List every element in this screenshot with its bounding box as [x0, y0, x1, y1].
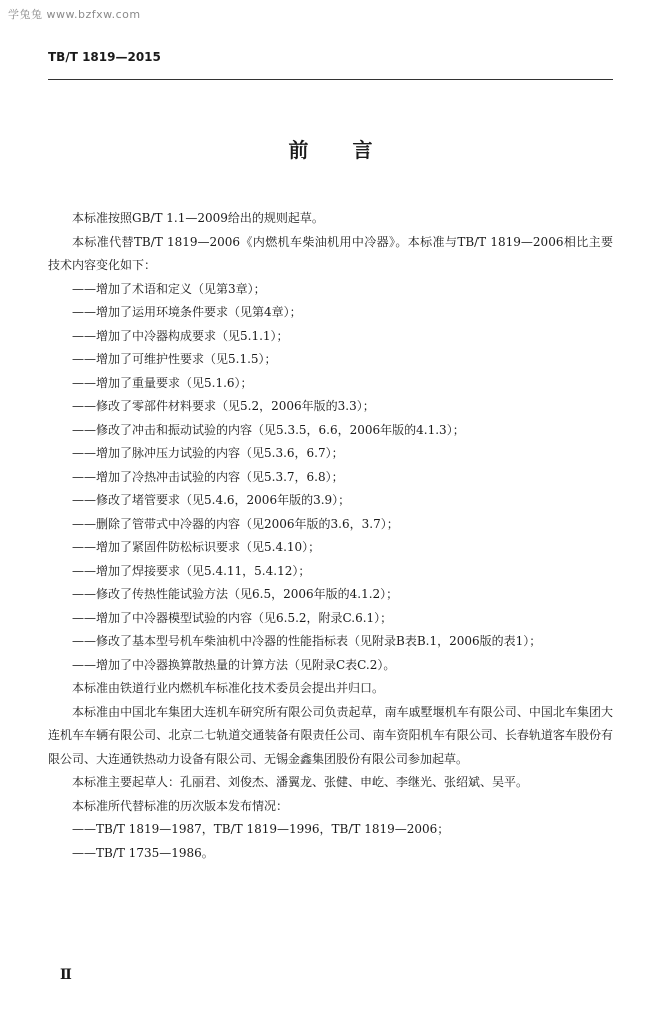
change-item: ——增加了运用环境条件要求（见第4章）； — [72, 305, 302, 319]
paragraph-drafting-units: 本标准由中国北车集团大连机车研究所有限公司负责起草，南车戚墅堰机车有限公司、中国北车集团大连机车车辆有限公司、北京二七轨道交通装备有限责任公司、南车资阳机车有限公司、长春轨道客车股份有限公司、大连通铁热动力设备有限公司、无锡金鑫集团股份有限公司参加起草。 — [48, 704, 613, 766]
change-item: ——增加了术语和定义（见第3章）； — [72, 281, 266, 296]
page-title: 前言 — [288, 138, 417, 162]
change-item: ——增加了中冷器模型试验的内容（见6.5.2，附录C.6.1）； — [72, 610, 393, 625]
change-item: ——修改了零部件材料要求（见5.2，2006年版的3.3）； — [72, 399, 375, 413]
document-body — [48, 207, 613, 865]
change-item: ——增加了中冷器构成要求（见5.1.1）； — [72, 328, 289, 343]
paragraph-replacement: 本标准代替TB/T 1819—2006《内燃机车柴油机用中冷器》。本标准与TB/T 1819—2006相比主要技术内容变化如下： — [48, 234, 613, 272]
change-item: ——修改了冲击和振动试验的内容（见5.3.5，6.6，2006年版的4.1.3）； — [72, 422, 465, 437]
watermark-text: 学兔兔 www.bzfxw.com — [8, 8, 141, 21]
change-item: ——增加了中冷器换算散热量的计算方法（见附录C表C.2）。 — [72, 657, 396, 672]
paragraph-drafting-rule: 本标准按照GB/T 1.1—2009给出的规则起草。 — [72, 211, 324, 225]
paragraph-drafters: 本标准主要起草人：孔丽君、刘俊杰、潘翼龙、张健、申屹、李继光、张绍斌、吴平。 — [72, 775, 529, 789]
change-item: ——修改了基本型号机车柴油机中冷器的性能指标表（见附录B表B.1，2006版的表1）； — [72, 634, 542, 648]
change-item: ——增加了焊接要求（见5.4.11，5.4.12）； — [72, 563, 311, 578]
standard-code: TB/T 1819—2015 — [48, 50, 161, 64]
history-list — [48, 818, 613, 865]
change-item: ——删除了管带式中冷器的内容（见2006年版的3.6，3.7）； — [72, 516, 399, 531]
change-item: ——修改了堵管要求（见5.4.6，2006年版的3.9）； — [72, 493, 351, 507]
change-item: ——增加了重量要求（见5.1.6）； — [72, 375, 253, 390]
paragraph-history-intro: 本标准所代替标准的历次版本发布情况： — [72, 798, 289, 813]
change-item: ——增加了紧固件防松标识要求（见5.4.10）； — [72, 540, 321, 554]
change-item: ——增加了可维护性要求（见5.1.5）； — [72, 352, 277, 366]
change-item: ——修改了传热性能试验方法（见6.5，2006年版的4.1.2）； — [72, 587, 399, 601]
change-item: ——增加了冷热冲击试验的内容（见5.3.7，6.8）； — [72, 469, 344, 484]
change-list — [48, 278, 613, 678]
change-item: ——增加了脉冲压力试验的内容（见5.3.6，6.7）； — [72, 446, 344, 460]
history-item: ——TB/T 1819—1987，TB/T 1819—1996，TB/T 1819—2006； — [72, 822, 450, 836]
header-divider — [48, 79, 613, 80]
paragraph-proposer: 本标准由铁道行业内燃机车标准化技术委员会提出并归口。 — [72, 681, 385, 695]
history-item: ——TB/T 1735—1986。 — [72, 845, 214, 860]
page-number: Ⅱ — [60, 967, 72, 983]
